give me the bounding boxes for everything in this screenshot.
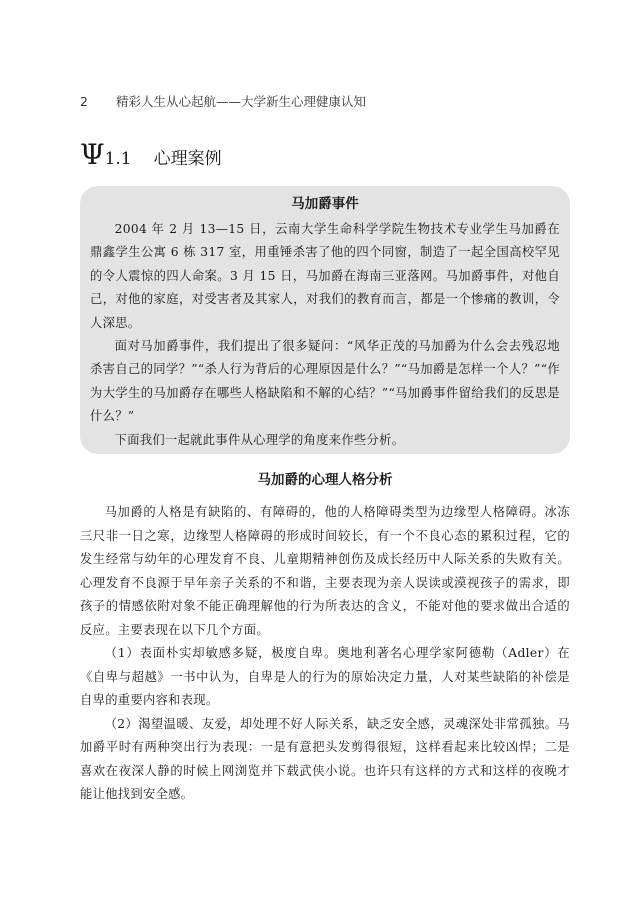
article-title: 马加爵的心理人格分析 — [257, 472, 393, 488]
case-box-title: 马加爵事件 — [291, 196, 359, 212]
psi-symbol-icon: Ψ — [80, 138, 105, 171]
page-number: 2 — [80, 94, 88, 109]
section-number: 1.1 — [104, 149, 132, 169]
case-paragraph: 下面我们一起就此事件从心理学的角度来作些分析。 — [114, 432, 405, 447]
book-title: 精彩人生从心起航——大学新生心理健康认知 — [116, 94, 367, 109]
section-heading — [80, 140, 222, 170]
case-paragraph: 面对马加爵事件，我们提出了很多疑问：“风华正茂的马加爵为什么会去残忍地杀害自己的同学？”“杀人行为背后的心理原因是什么？”“马加爵是怎样一个人？”“作为大学生的马加爵存在哪些人格缺陷和不解的心结？”“马加爵事件留给我们的反思是什么？” — [90, 339, 560, 424]
article-paragraph: （1）表面朴实却敏感多疑，极度自卑。奥地利著名心理学家阿德勒（Adler）在《自卑与超越》一书中认为，自卑是人的行为的原始决定力量，人对某些缺陷的补偿是自卑的重要内容和表现。 — [80, 646, 570, 707]
case-paragraph: 2004 年 2 月 13—15 日，云南大学生命科学学院生物技术专业学生马加爵在鼎鑫学生公寓 6 栋 317 室，用重锤杀害了他的四个同窗，制造了一起全国高校罕见的令人震惊的四人命案。3 月 15 日，马加爵在海南三亚落网。马加爵事件，对他自己，对他的家庭，对受害者及其家人，对我们的教育而言，都是一个惨痛的教训，令人深思。 — [90, 222, 560, 330]
article-paragraph: 马加爵的人格是有缺陷的、有障碍的，他的人格障碍类型为边缘型人格障碍。冰冻三尺非一日之寒，边缘型人格障碍的形成时间较长，有一个不良心态的累积过程，它的发生经常与幼年的心理发育不良、儿童期精神创伤及成长经历中人际关系的失败有关。心理发育不良源于早年亲子关系的不和谐，主要表现为亲人误读或漠视孩子的需求，即孩子的情感依附对象不能正确理解他的行为所表达的含义，不能对他的要求做出合适的反应。主要表现在以下几个方面。 — [80, 505, 570, 637]
section-title: 心理案例 — [153, 149, 222, 169]
article-paragraph: （2）渴望温暖、友爱，却处理不好人际关系，缺乏安全感，灵魂深处非常孤独。马加爵平时有两种突出行为表现：一是有意把头发剪得很短，这样看起来比较凶悍；二是喜欢在夜深人静的时候上网浏览并下载武侠小说。也许只有这样的方式和这样的夜晚才能让他找到安全感。 — [80, 716, 570, 801]
article-body — [80, 501, 570, 807]
case-box — [80, 186, 570, 454]
running-header — [80, 92, 366, 110]
